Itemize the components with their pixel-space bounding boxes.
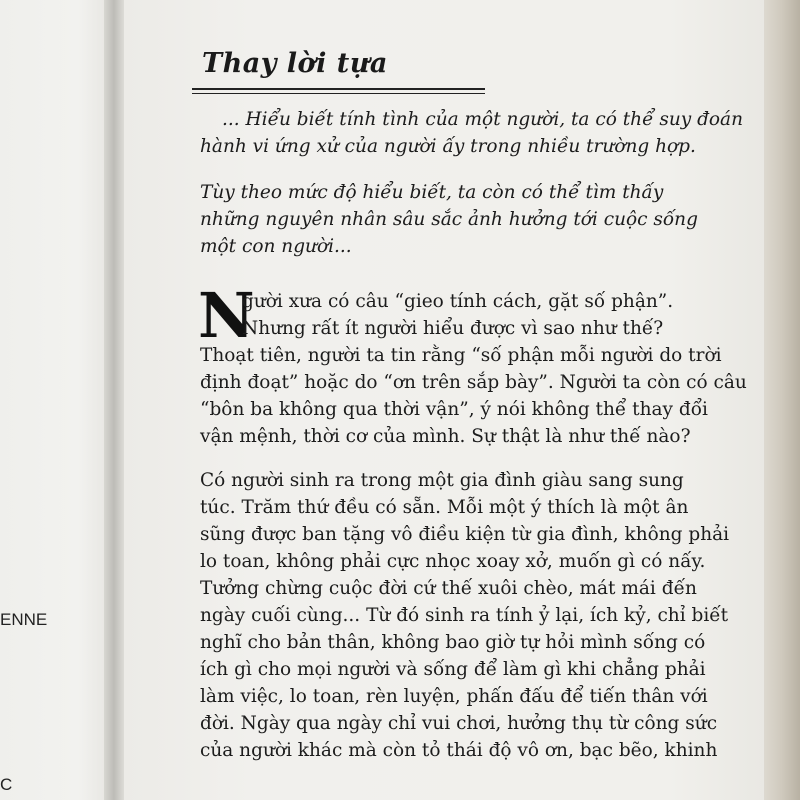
- text-line: gười xưa có câu “gieo tính cách, gặt số phận”.: [242, 291, 674, 312]
- heading-rule: [192, 93, 485, 94]
- text-line: định đoạt” hoặc do “ơn trên sắp bày”. Người ta còn có câu: [200, 372, 747, 393]
- text-line: những nguyên nhân sâu sắc ảnh hưởng tới cuộc sống: [200, 209, 698, 230]
- book-gutter: [104, 0, 126, 800]
- page-edge: [764, 0, 800, 800]
- text-line: làm việc, lo toan, rèn luyện, phấn đấu để tiến thân với: [200, 686, 708, 707]
- text-line: ngày cuối cùng... Từ đó sinh ra tính ỷ lại, ích kỷ, chỉ biết: [200, 605, 729, 626]
- text-line: một con người...: [200, 236, 352, 257]
- text-line: “bôn ba không qua thời vận”, ý nói không thể thay đổi: [200, 399, 708, 420]
- text-line: hành vi ứng xử của người ấy trong nhiều trường hợp.: [200, 136, 696, 157]
- text-line: lo toan, không phải cực nhọc xoay xở, muốn gì có nấy.: [200, 551, 706, 572]
- drop-cap: N: [198, 279, 255, 352]
- text-line: vận mệnh, thời cơ của mình. Sự thật là như thế nào?: [200, 426, 691, 447]
- text-line: Tưởng chừng cuộc đời cứ thế xuôi chèo, mát mái đến: [200, 578, 697, 599]
- left-page: [0, 0, 112, 800]
- text-line: túc. Trăm thứ đều có sẵn. Mỗi một ý thích là một ân: [200, 497, 689, 518]
- intro-paragraph-2: [200, 179, 705, 260]
- left-page-fragment: C: [0, 775, 13, 794]
- body-paragraph-1: [198, 279, 747, 450]
- text-line: của người khác mà còn tỏ thái độ vô ơn, bạc bẽo, khinh: [200, 740, 718, 761]
- text-line: ... Hiểu biết tính tình của một người, ta có thể suy đoán: [222, 109, 743, 130]
- text-line: đời. Ngày qua ngày chỉ vui chơi, hưởng thụ từ công sức: [200, 713, 718, 734]
- page-heading: Thay lời tựa: [202, 48, 388, 79]
- text-line: Có người sinh ra trong một gia đình giàu sang sung: [200, 470, 684, 491]
- heading-rule: [192, 88, 485, 90]
- text-line: Tùy theo mức độ hiểu biết, ta còn có thể tìm thấy: [200, 182, 664, 203]
- body-paragraph-2: [200, 467, 730, 764]
- text-line: Nhưng rất ít người hiểu được vì sao như thế?: [242, 318, 664, 339]
- text-line: Thoạt tiên, người ta tin rằng “số phận mỗi người do trời: [200, 345, 722, 366]
- text-line: ích gì cho mọi người và sống để làm gì khi chẳng phải: [200, 659, 706, 680]
- text-line: sũng được ban tặng vô điều kiện từ gia đình, không phải: [200, 524, 730, 545]
- text-line: nghĩ cho bản thân, không bao giờ tự hỏi mình sống có: [200, 632, 706, 653]
- intro-paragraph-1: [200, 106, 743, 160]
- left-page-fragment: ENNE: [0, 610, 48, 629]
